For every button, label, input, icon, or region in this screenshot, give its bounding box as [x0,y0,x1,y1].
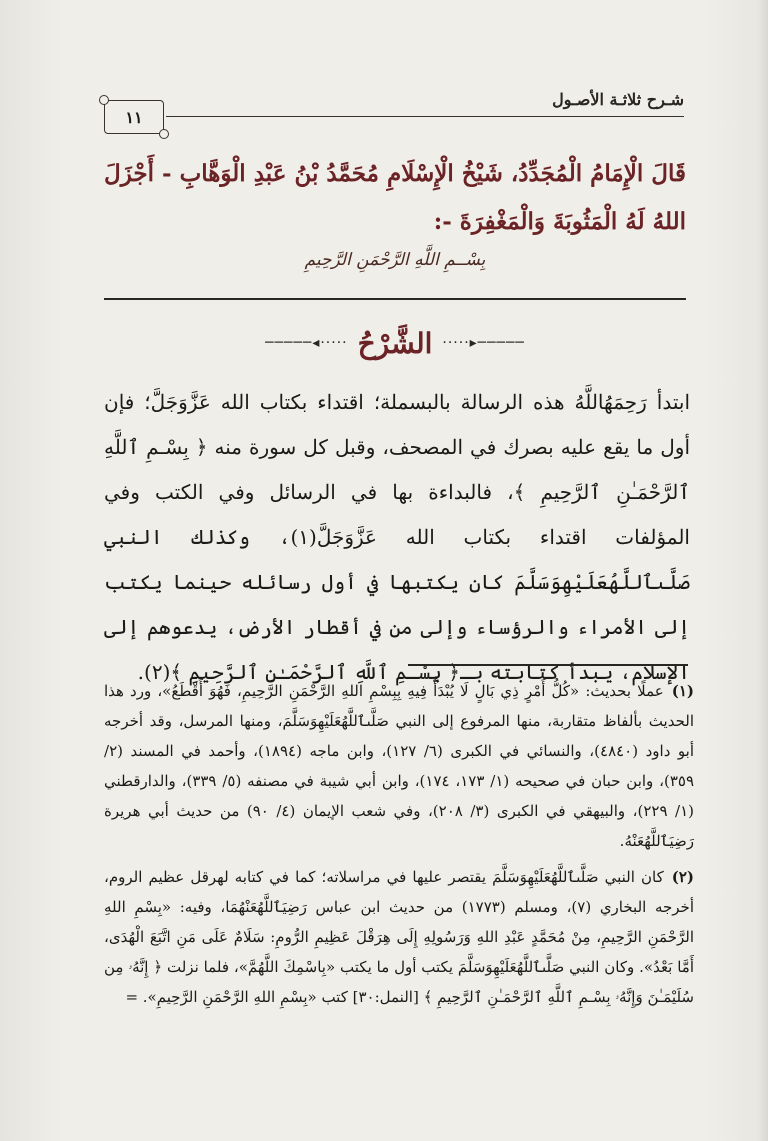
footnote-divider [408,664,688,666]
page-number-frame [104,100,164,134]
footnotes [104,676,694,1018]
footnote-2 [104,862,694,1012]
ornament-right: ─────▸····· [442,335,525,351]
running-title: شـرح ثلاثـة الأصـول [552,90,684,109]
footnote-text: عملًا بحديث: «كُلُّ أَمْرٍ ذِي بَالٍ لَا يُبْدَأُ فِيهِ بِبِسْمِ اللهِ الرَّحْمَنِ الرَّحِيمِ، فَهُوَ أَقْطَعُ»، ورد هذا الحديث بألفاظ متقاربة، منها المرفوع إلى النبي صَلَّىٱللَّهُعَلَيْهِوَسَلَّمَ، ومنها المرسل، وقد أخرجه أبو داود (٤٨٤٠)، والنسائي في الكبرى (٦/ ١٢٧)، وابن ماجه (١٨٩٤)، وأحمد في المسند (٢/ ٣٥٩)، وابن حبان في صحيحه (١/ ١٧٣، ١٧٤)، وابن أبي شيبة في مصنفه (٥/ ٣٣٩)، والدارقطني (١/ ٢٢٩)، والبيهقي في الكبرى (٣/ ٢٠٨)، وفي شعب الإيمان (٤/ ٩٠) من حديث أبي هريرة رَضِيَٱللَّهُعَنْهُ. [104,682,695,850]
matn-divider [104,298,686,300]
commentary-paragraph: ابتدأ رَحِمَهُاللَّهُ هذه الرسالة بالبسملة؛ اقتداء بكتاب الله عَزَّوَجَلَّ؛ فإن أول ما يقع عليه بصرك في المصحف، وقبل كل سورة منه ﴿ بِسْـمِ ٱللَّهِ ٱلرَّحْمَـٰنِ ٱلرَّحِيمِ ﴾، فالبداءة بها في الرسائل وفي الكتب وفي المؤلفات اقتداء بكتاب الله عَزَّوَجَلَّ(١)، وكذلك النبي صَلَّىٱللَّهُعَلَيْهِوَسَلَّمَ كان يكتبها في أول رسائله حينما يكتب إلى الأمراء والرؤساء وإلى من في أقطار الأرض، يدعوهم إلى الإسلام، يبدأ كتابته بـ﴿ بِسْـمِ ٱللَّهِ ٱلرَّحْمَـٰنِ ٱلرَّحِيمِ ﴾(٢). [104,390,690,684]
footnote-number: (١) [671,682,694,700]
footnote-1 [104,676,694,856]
matn-text: قَالَ الْإِمَامُ الْمُجَدِّدُ، شَيْخُ الْإِسْلَامِ مُحَمَّدُ بْنُ عَبْدِ الْوَهَّابِ - أَجْزَلَ اللهُ لَهُ الْمَثُوبَةَ وَالْمَغْفِرَةَ -: [104,160,686,235]
basmala-calligraphy: بِسْــمِ اللَّهِ الرَّحْمَنِ الرَّحِيمِ [304,250,486,270]
footnote-number: (٢) [671,868,694,886]
sharh-heading-label: الشَّرْحُ [357,326,433,360]
footnote-text: كان النبي صَلَّىٱللَّهُعَلَيْهِوَسَلَّمَ يقتصر عليها في مراسلاته؛ كما في كتابه لهرقل عظيم الروم، أخرجه البخاري (٧)، ومسلم (١٧٧٣) من حديث ابن عباس رَضِيَٱللَّهُعَنْهُمَا، وفيه: «بِسْمِ اللهِ الرَّحْمَنِ الرَّحِيمِ، مِنْ مُحَمَّدٍ عَبْدِ اللهِ وَرَسُولِهِ إِلَى هِرَقْلَ عَظِيمِ الرُّومِ: سَلَامٌ عَلَى مَنِ اتَّبَعَ الْهُدَى، أَمَّا بَعْدُ». وكان النبي صَلَّىٱللَّهُعَلَيْهِوَسَلَّمَ يكتب أول ما يكتب «بِاسْمِكَ اللَّهُمَّ»، فلما نزلت ﴿ إِنَّهُۥ مِن سُلَيْمَـٰنَ وَإِنَّهُۥ بِسْـمِ ٱللَّهِ ٱلرَّحْمَـٰنِ ٱلرَّحِيمِ ﴾ [النمل:٣٠] كتب «بِسْمِ اللهِ الرَّحْمَنِ الرَّحِيمِ». = [104,868,694,1006]
page-number: ١١ [125,107,143,127]
page-header [104,88,684,138]
page-edge-shadow [758,0,768,1141]
header-rule [166,116,684,117]
ornament-left: ·····◂───── [265,335,348,351]
sharh-heading [265,318,525,368]
commentary-body [104,380,690,695]
